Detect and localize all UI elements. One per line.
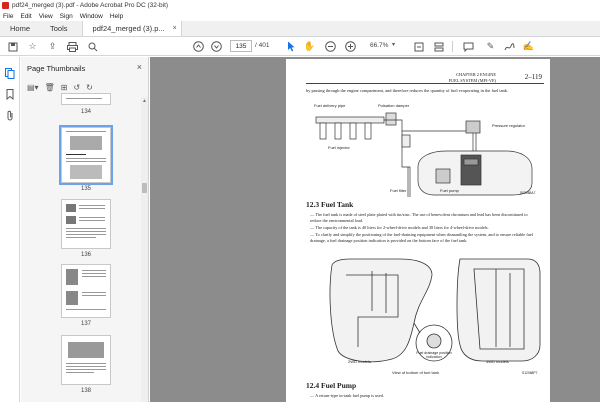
- section-fuel-tank-heading: 12.3 Fuel Tank: [306, 200, 354, 209]
- print-icon[interactable]: [66, 40, 79, 53]
- tab-close-icon[interactable]: ×: [172, 25, 177, 32]
- zoom-out-icon[interactable]: [324, 40, 337, 53]
- upload-icon[interactable]: ⇪: [48, 41, 57, 51]
- tab-document[interactable]: [82, 21, 182, 36]
- window-title: pdf24_merged (3).pdf - Adobe Acrobat Pro DC (32-bit): [12, 2, 169, 9]
- panel-scrollbar[interactable]: [141, 97, 148, 402]
- tank-bullet-3: — To clarify and simplify the positioning of the fuel-draining equipment when dismantling the system, and to ensure reliable fuel drainage, a fuel drainage position indication is provided on the bottom face of the fuel tank.: [310, 232, 534, 243]
- bookmark-icon[interactable]: [4, 88, 16, 100]
- save-icon[interactable]: [6, 40, 19, 53]
- panel-title: Page Thumbnails: [27, 64, 86, 73]
- comment-icon[interactable]: [462, 40, 475, 53]
- page-total: / 401: [255, 42, 270, 49]
- label-fuel-filter: Fuel filter: [390, 188, 407, 193]
- menu-edit[interactable]: Edit: [20, 12, 32, 20]
- panel-scroll-thumb[interactable]: [142, 183, 147, 193]
- section-fuel-pump-heading: 12.4 Fuel Pump: [306, 381, 357, 390]
- label-pressure-regulator: Pressure regulator: [492, 123, 525, 128]
- draw-icon[interactable]: [503, 40, 516, 53]
- thumbnail-page-136[interactable]: [61, 199, 111, 249]
- zoom-level[interactable]: 66.7%: [370, 42, 389, 49]
- figure-code: S12068P7: [522, 371, 538, 375]
- toolbar: [0, 37, 600, 56]
- menu-help[interactable]: Help: [109, 12, 124, 20]
- tank-bullet-1: — The fuel tank is made of steel plate plated with tin/zinc. The use of benevolent chromium and lead has been discontinued to reduce the environmental load.: [310, 212, 528, 223]
- panel-close-icon[interactable]: ×: [136, 62, 142, 72]
- tank-bullet-2: — The capacity of the tank is 40 liters for 2-wheel-drive models and 38 liters for 4-wheel-drive models.: [310, 225, 489, 230]
- scroll-up-icon[interactable]: ▲: [142, 98, 147, 104]
- thumbnail-label: 136: [80, 252, 91, 258]
- previous-page-icon[interactable]: [192, 40, 205, 53]
- search-icon[interactable]: [86, 40, 99, 53]
- thumbnail-label: 138: [80, 388, 91, 394]
- thumbnail-label: 137: [80, 321, 91, 327]
- tab-tools[interactable]: Tools: [50, 24, 68, 33]
- menu-bar: [0, 11, 600, 21]
- thumbnail-options-icon[interactable]: ▤▾: [27, 82, 39, 92]
- bookmark-star-icon[interactable]: ☆: [28, 41, 37, 51]
- thumbnail-page-134[interactable]: [61, 93, 111, 105]
- page-number: 2–119: [524, 73, 542, 81]
- thumbnail-page-135[interactable]: [61, 127, 111, 183]
- acrobat-app-icon: [2, 2, 9, 9]
- thumbnail-label: 135: [80, 186, 91, 192]
- pump-bullet: — A return-type in-tank fuel pump is used.: [310, 393, 384, 398]
- pdf-page: [286, 59, 550, 402]
- hand-tool-icon[interactable]: ✋: [303, 41, 316, 51]
- select-cursor-icon[interactable]: [285, 40, 298, 53]
- fuel-tank-diagram: [310, 251, 546, 379]
- scroll-mode-icon[interactable]: [432, 40, 445, 53]
- page-thumbnails-icon[interactable]: [4, 67, 16, 79]
- label-bottom-view: View of bottom of fuel tank: [392, 370, 440, 375]
- tabs-row: [0, 21, 600, 37]
- toolbar-separator: [452, 41, 453, 52]
- intro-paragraph: by passing through the engine compartment, and therefore reduces the quantity of fuel evaporating in the fuel tank.: [306, 88, 509, 93]
- fit-page-icon[interactable]: [412, 40, 425, 53]
- page-number-input[interactable]: 135: [230, 40, 252, 52]
- menu-sign[interactable]: Sign: [59, 12, 73, 20]
- attachment-icon[interactable]: [4, 109, 16, 121]
- delete-page-icon[interactable]: 🗑: [44, 82, 55, 92]
- menu-view[interactable]: View: [38, 12, 53, 20]
- document-viewport[interactable]: [150, 57, 600, 402]
- highlight-pen-icon[interactable]: ✎: [486, 41, 495, 51]
- menu-file[interactable]: File: [3, 12, 14, 20]
- label-4wd-models: 4WD models: [486, 359, 509, 364]
- zoom-dropdown-icon[interactable]: ▾: [392, 42, 396, 48]
- label-fuel-drainage-position: Fuel drainage position indication: [416, 351, 452, 359]
- figure-code: S02068A7: [520, 191, 536, 195]
- thumbnail-label: 134: [80, 109, 91, 115]
- panel-tools: [27, 81, 99, 93]
- section-header: FUEL SYSTEM (MFI-VE): [448, 78, 496, 83]
- tab-document-label: pdf24_merged (3).p...: [92, 24, 165, 33]
- left-navigation-rail: [0, 57, 20, 402]
- insert-page-icon[interactable]: ⊞: [60, 82, 68, 92]
- fuel-system-diagram: [306, 97, 544, 197]
- label-fuel-injector: Fuel injector: [328, 145, 350, 150]
- label-2wd-models: 2WD models: [348, 359, 371, 364]
- label-pulsation-damper: Pulsation damper: [378, 103, 410, 108]
- tab-home[interactable]: Home: [10, 24, 31, 33]
- rotate-left-icon[interactable]: ↺: [73, 82, 81, 92]
- label-fuel-delivery-pipe: Fuel delivery pipe: [314, 103, 346, 108]
- thumbnail-page-137[interactable]: [61, 264, 111, 318]
- title-bar: [0, 0, 600, 11]
- zoom-in-icon[interactable]: [344, 40, 357, 53]
- page-thumbnails-panel: [21, 57, 149, 402]
- chapter-header: CHAPTER 2 ENGINE: [456, 72, 496, 77]
- menu-window[interactable]: Window: [79, 12, 103, 20]
- rotate-right-icon[interactable]: ↻: [86, 82, 93, 92]
- thumbnail-page-138[interactable]: [61, 335, 111, 385]
- header-rule: [306, 83, 544, 84]
- label-fuel-pump: Fuel pump: [440, 188, 459, 193]
- next-page-icon[interactable]: [210, 40, 223, 53]
- sign-icon[interactable]: ✍: [522, 41, 535, 51]
